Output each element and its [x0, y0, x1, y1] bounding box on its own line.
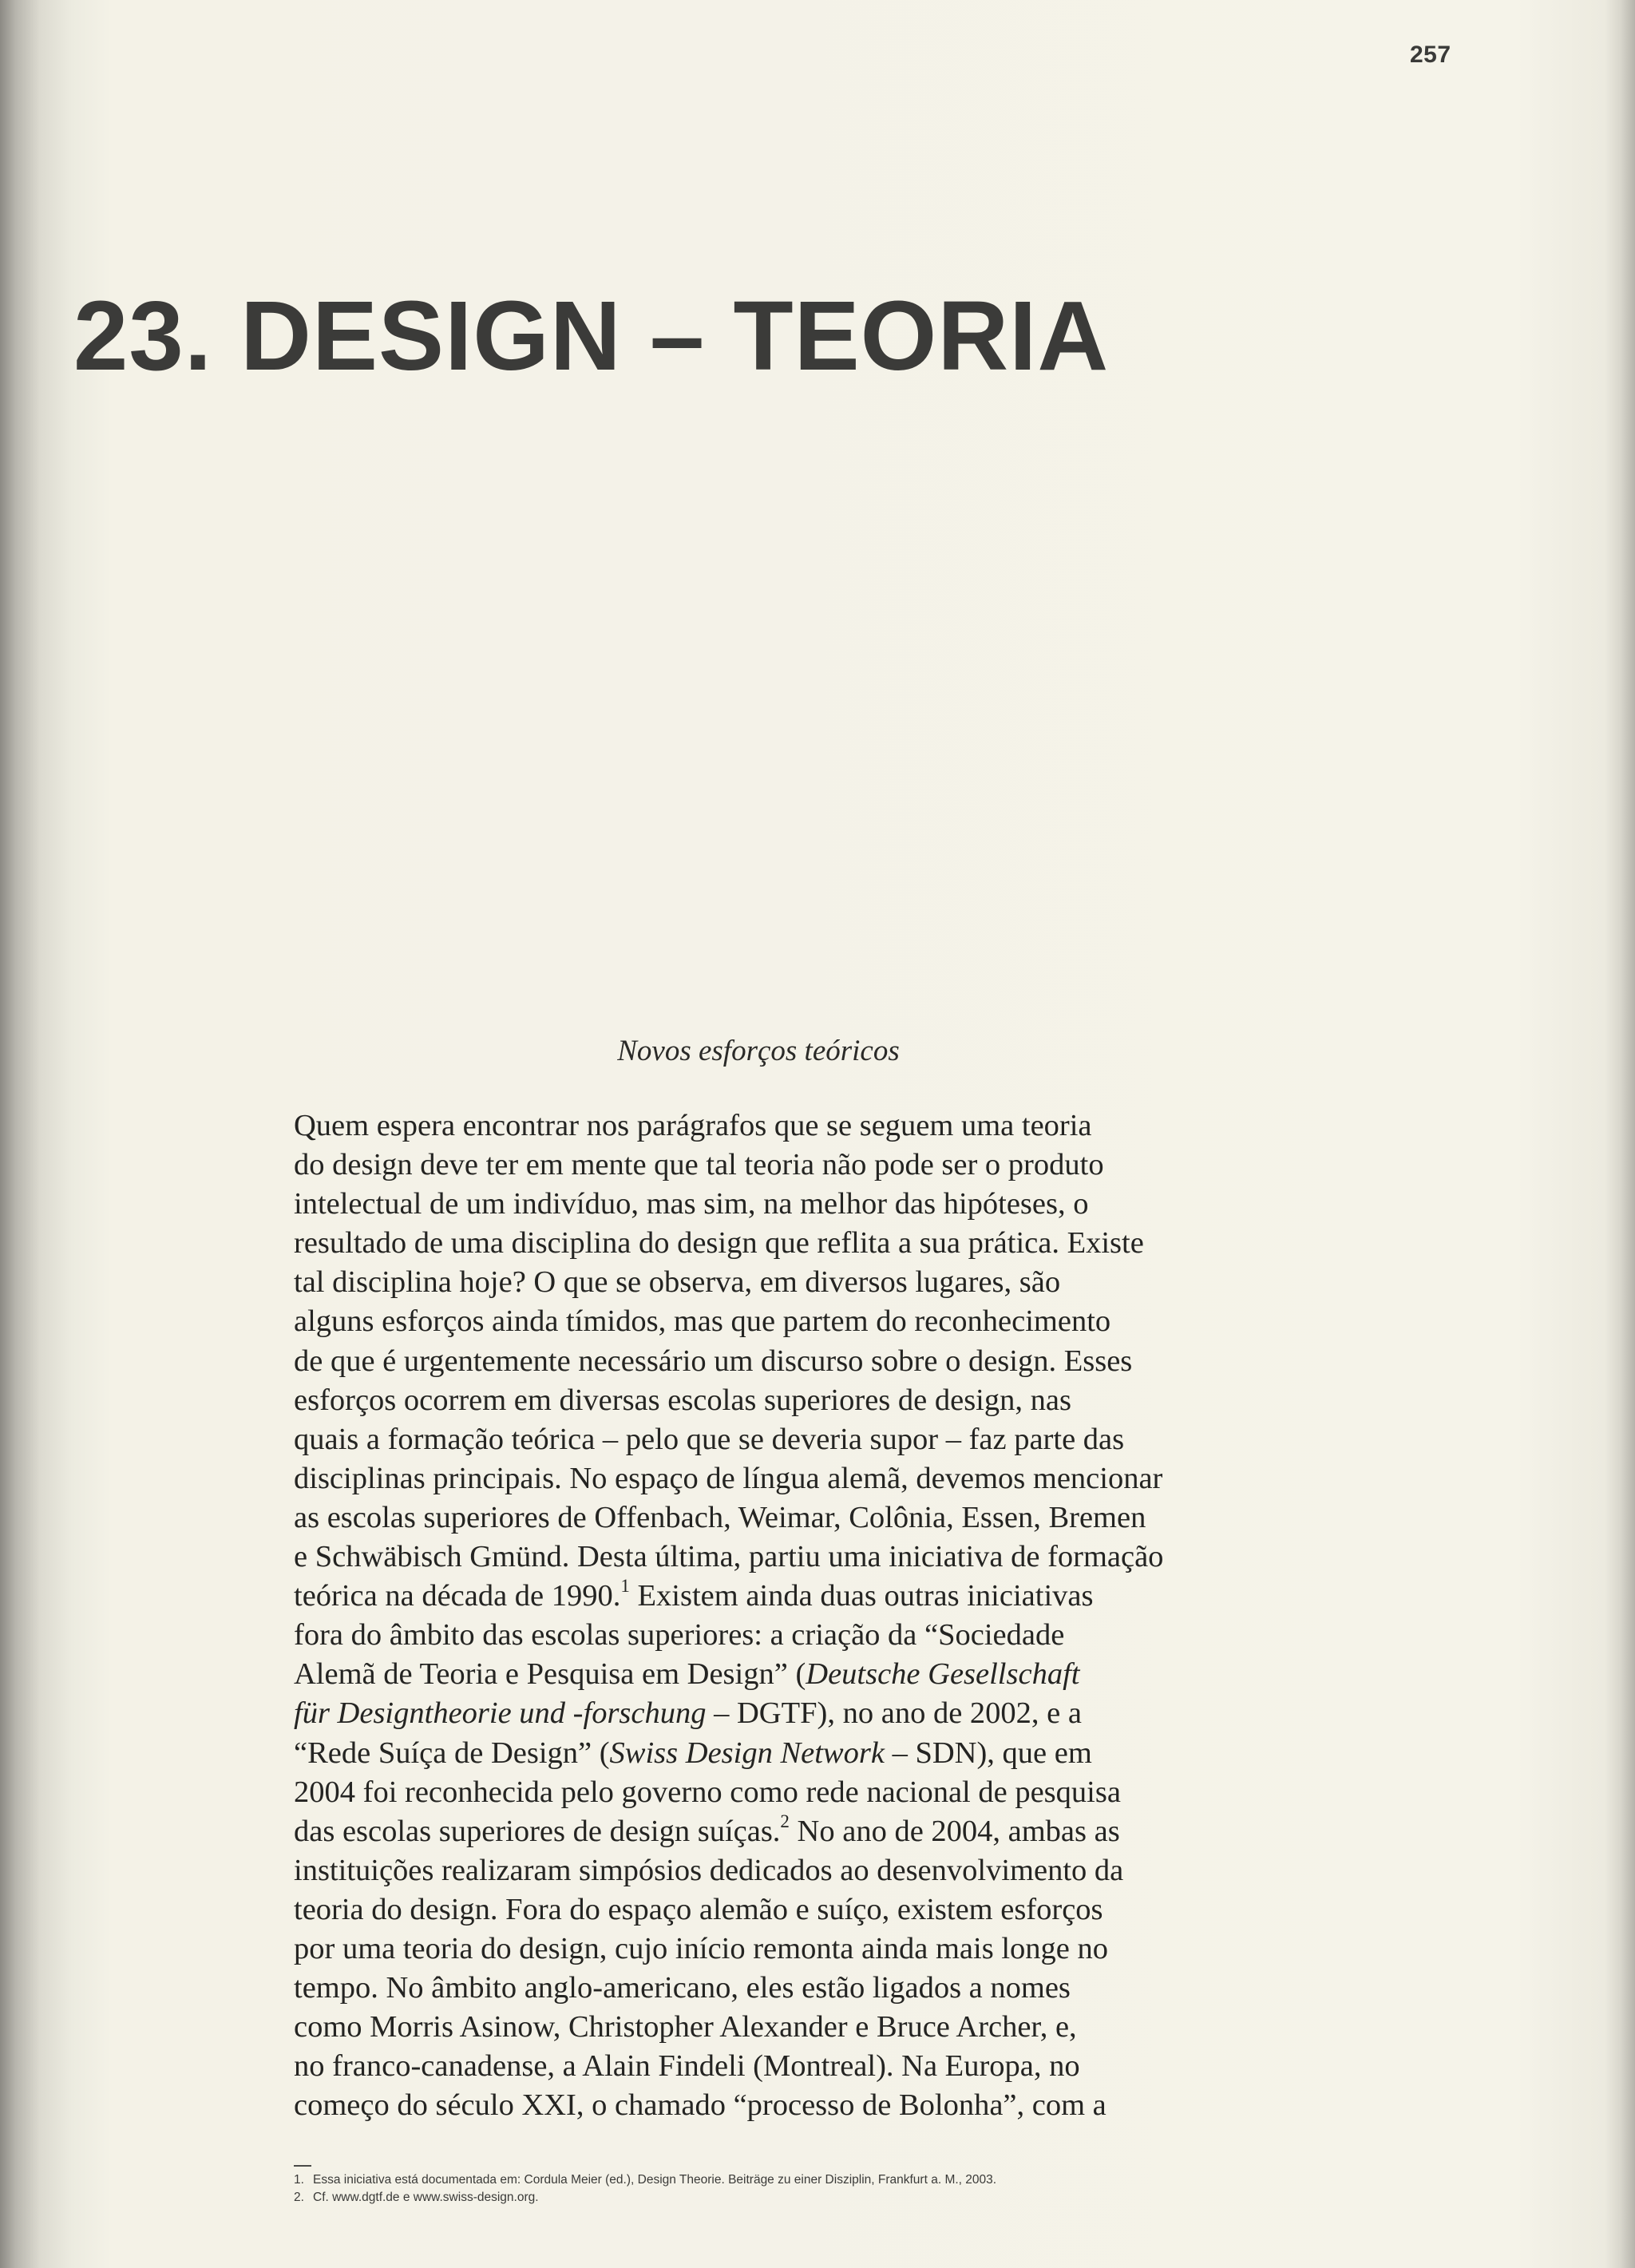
body-line: no franco-canadense, a Alain Findeli (Montreal). Na Europa, no [294, 2049, 1080, 2084]
body-line: alguns esforços ainda tímidos, mas que partem do reconhecimento [294, 1304, 1111, 1339]
body-line: instituições realizaram simpósios dedicados ao desenvolvimento da [294, 1853, 1124, 1887]
body-line: tempo. No âmbito anglo-americano, eles estão ligados a nomes [294, 1971, 1071, 2005]
body-line: e Schwäbisch Gmünd. Desta última, partiu uma iniciativa de formação [294, 1540, 1164, 1574]
body-line: 2004 foi reconhecida pelo governo como rede nacional de pesquisa [294, 1775, 1121, 1809]
footnote-text: Essa iniciativa está documentada em: Cordula Meier (ed.), Design Theorie. Beiträge zu einer Disziplin, Frankfurt a. M., 2003. [313, 2173, 997, 2187]
chapter-title: 23. DESIGN – TEORIA [73, 282, 1110, 391]
footnote-text: Cf. www.dgtf.de e www.swiss-design.org. [313, 2191, 539, 2204]
page-number: 257 [1410, 42, 1451, 68]
footnote-number: 2. [294, 2191, 304, 2204]
footnote-rule [294, 2165, 311, 2167]
footnote-marker: 2 [780, 1811, 790, 1831]
body-line: fora do âmbito das escolas superiores: a criação da “Sociedade [294, 1618, 1065, 1653]
footnote [294, 2171, 1332, 2189]
body-line: teoria do design. Fora do espaço alemão e suíço, existem esforços [294, 1892, 1103, 1926]
body-line: do design deve ter em mente que tal teoria não pode ser o produto [294, 1148, 1104, 1182]
italic-term: für Designtheorie und -forschung [294, 1696, 707, 1731]
footnote-number: 1. [294, 2173, 304, 2187]
body-line: começo do século XXI, o chamado “processo de Bolonha”, com a [294, 2088, 1106, 2123]
body-line: esforços ocorrem em diversas escolas superiores de design, nas [294, 1383, 1071, 1417]
footnote-marker: 1 [620, 1576, 630, 1597]
body-line: Alemã de Teoria e Pesquisa em Design” (Deutsche Gesellschaft [294, 1657, 1080, 1692]
body-line: Quem espera encontrar nos parágrafos que se seguem uma teoria [294, 1109, 1092, 1142]
italic-term: Swiss Design Network [609, 1736, 885, 1770]
body-paragraph [294, 1106, 1260, 2125]
body-line: intelectual de um indivíduo, mas sim, na melhor das hipóteses, o [294, 1187, 1089, 1221]
italic-term: Deutsche Gesellschaft [806, 1657, 1080, 1692]
footnotes [294, 2171, 1332, 2207]
body-line: tal disciplina hoje? O que se observa, em diversos lugares, são [294, 1265, 1061, 1300]
body-line: teórica na década de 1990.$^1$ Existem ainda duas outras iniciativas [294, 1576, 1094, 1613]
body-line: “Rede Suíça de Design” (Swiss Design Network – SDN), que em [294, 1736, 1092, 1770]
footnote [294, 2189, 1332, 2207]
body-line: quais a formação teórica – pelo que se deveria supor – faz parte das [294, 1422, 1125, 1456]
body-line: por uma teoria do design, cujo início remonta ainda mais longe no [294, 1931, 1108, 1965]
body-line: as escolas superiores de Offenbach, Weimar, Colônia, Essen, Bremen [294, 1500, 1146, 1534]
body-line: disciplinas principais. No espaço de língua alemã, devemos mencionar [294, 1461, 1163, 1495]
body-line: de que é urgentemente necessário um discurso sobre o design. Esses [294, 1344, 1133, 1378]
section-heading: Novos esforços teóricos [617, 1035, 900, 1067]
body-line: resultado de uma disciplina do design que reflita a sua prática. Existe [294, 1226, 1144, 1261]
body-line: das escolas superiores de design suíças.$^2$ No ano de 2004, ambas as [294, 1811, 1120, 1848]
body-line: como Morris Asinow, Christopher Alexander e Bruce Archer, e, [294, 2010, 1077, 2044]
body-line: für Designtheorie und -forschung – DGTF), no ano de 2002, e a [294, 1696, 1082, 1731]
